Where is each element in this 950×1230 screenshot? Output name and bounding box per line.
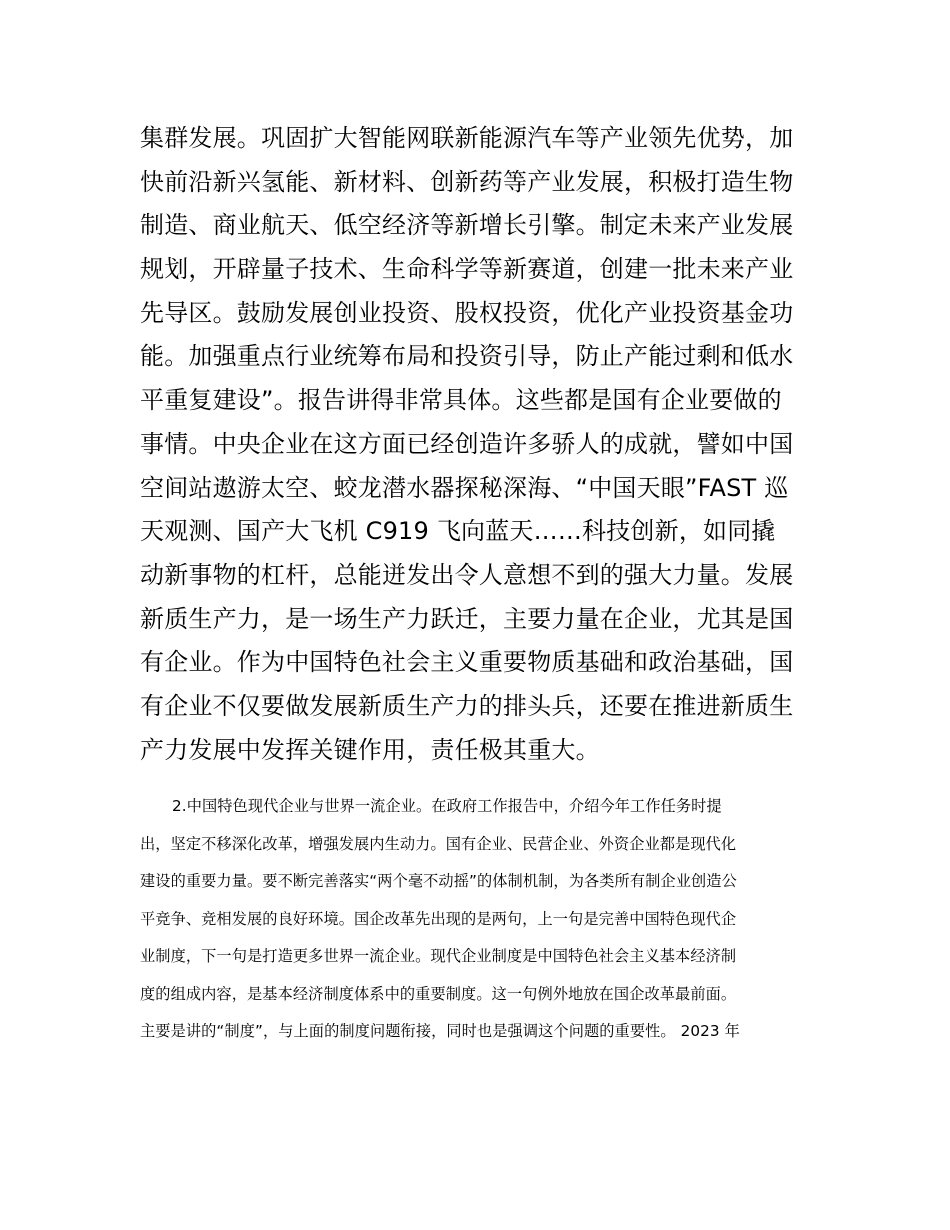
text-line: 平重复建设”。报告讲得非常具体。这些都是国有企业要做的 [140,386,782,415]
text-line: 有企业。作为中国特色社会主义重要物质基础和政治基础，国 [140,648,794,677]
paragraph-small-text [140,788,820,1051]
text-line: 事情。中央企业在这方面已经创造许多骄人的成就，譬如中国 [140,429,794,458]
text-line: 动新事物的杠杆，总能迸发出令人意想不到的强大力量。发展 [140,560,794,589]
text-line: 有企业不仅要做发展新质生产力的排头兵，还要在推进新质生 [140,691,794,720]
text-line: 规划，开辟量子技术、生命科学等新赛道，创建一批未来产业 [140,255,794,284]
paragraph-large-text [140,117,820,772]
text-line: 快前沿新兴氢能、新材料、创新药等产业发展，积极打造生物 [140,167,794,196]
text-line: 业制度，下一句是打造更多世界一流企业。现代企业制度是中国特色社会主义基本经济制 [140,947,737,965]
text-line: 制造、商业航天、低空经济等新增长引擎。制定未来产业发展 [140,211,794,240]
text-line: 先导区。鼓励发展创业投资、股权投资，优化产业投资基金功 [140,298,794,327]
text-line: 集群发展。巩固扩大智能网联新能源汽车等产业领先优势，加 [140,124,794,152]
text-line: 建设的重要力量。要不断完善落实“两个毫不动摇”的体制机制，为各类所有制企业创造公 [140,872,737,890]
text-line: 产力发展中发挥关键作用，责任极其重大。 [140,735,600,764]
text-line: 新质生产力，是一场生产力跃迁，主要力量在企业，尤其是国 [140,604,794,633]
text-line: 2.中国特色现代企业与世界一流企业。在政府工作报告中，介绍今年工作任务时提 [172,797,722,815]
text-line: 度的组成内容，是基本经济制度体系中的重要制度。这一句例外地放在国企改革最前面。 [140,984,737,1003]
text-line: 天观测、国产大飞机 C919 飞向蓝天……科技创新，如同撬 [140,517,776,546]
text-line: 主要是讲的“制度”，与上面的制度问题衔接，同时也是强调这个问题的重要性。 2023 年 [140,1022,740,1040]
text-line: 空间站遨游太空、蛟龙潜水器探秘深海、“中国天眼”FAST 巡 [140,473,789,502]
text-line: 出，坚定不移深化改革，增强发展内生动力。国有企业、民营企业、外资企业都是现代化 [140,834,737,853]
text-line: 平竞争、竞相发展的良好环境。国企改革先出现的是两句，上一句是完善中国特色现代企 [140,909,737,928]
text-line: 能。加强重点行业统筹布局和投资引导，防止产能过剩和低水 [140,342,794,371]
